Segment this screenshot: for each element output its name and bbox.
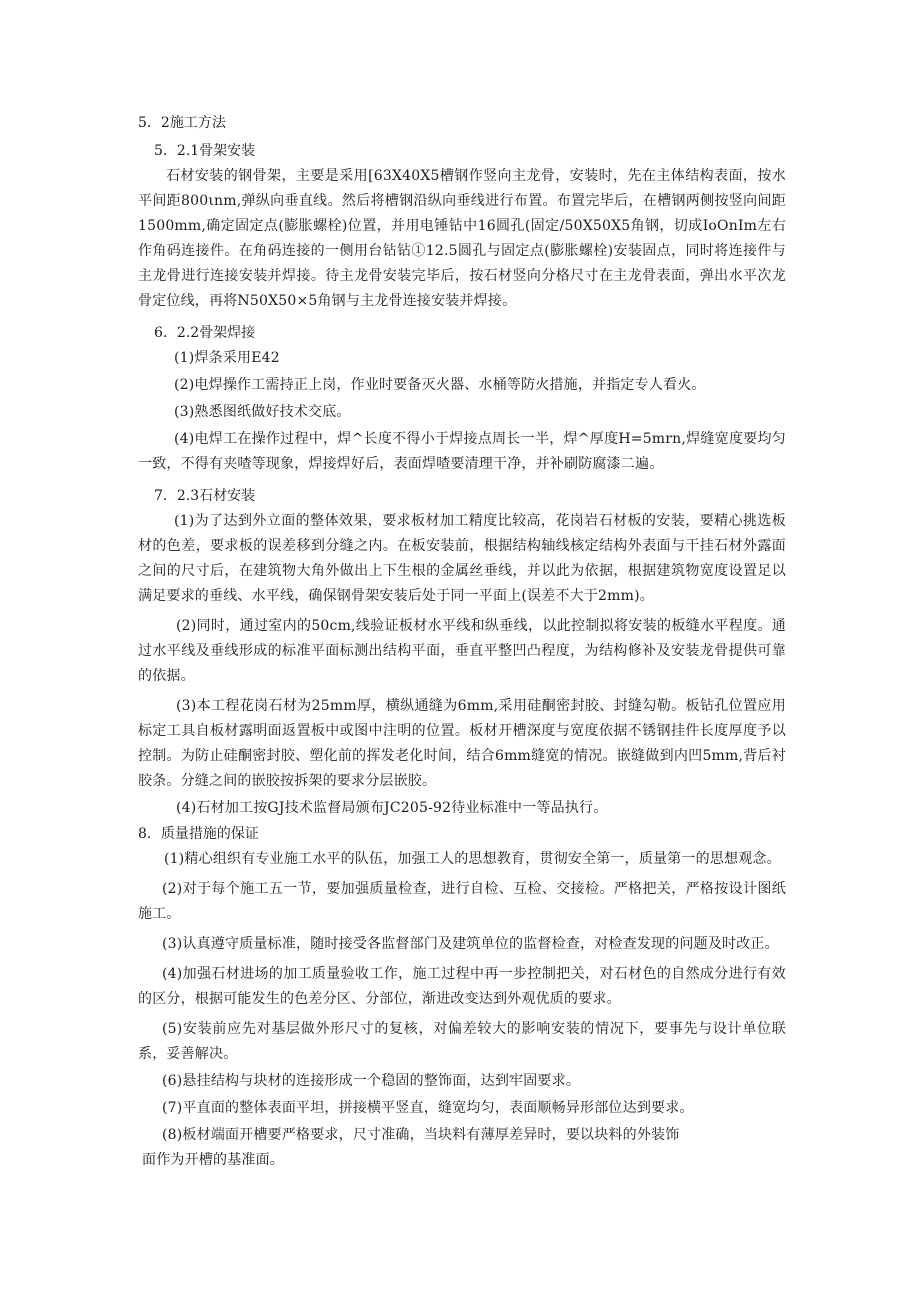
list-item: (4)石材加工按GJ技术监督局颁布JC205-92待业标准中一等品执行。 <box>176 800 608 816</box>
list-item: (5)安装前应先对基层做外形尺寸的复核，对偏差较大的影响安装的情况下，要事先与设计单位联系，妥善解决。 <box>138 1021 786 1062</box>
list-item: (6)悬挂结构与块材的连接形成一个稳固的整饰面，达到牢固要求。 <box>162 1073 581 1089</box>
list-item: (1)焊条采用E42 <box>174 350 280 366</box>
subsection-title-stone-install: 7．2.3石材安装 <box>154 488 256 504</box>
list-item: (4)加强石材进场的加工质量验收工作，施工过程中再一步控制把关，对石材色的自然成分进行有效的区分，根据可能发生的色差分区、分部位，渐进改变达到外观优质的要求。 <box>138 966 786 1007</box>
list-item: (4)电焊工在操作过程中，焊^长度不得小于焊接点周长一半，焊^厚度H=5mrn,焊缝宽度要均匀一致，不得有夹喳等现象，焊接焊好后，表面焊喳要清理干净，并补刷防腐漆二遍。 <box>138 431 786 472</box>
paragraph-frame-install: 石材安装的钢骨架，主要是采用[63X40X5槽钢作竖向主龙骨，安装时，先在主体结构表面，按水平间距800ιnm,弹纵向垂直线。然后将槽钢沿纵向垂线进行布置。布置完毕后，在槽钢两侧按竖向间距1500mm,确定固定点(膨胀螺栓)位置，并用电锤钻中16圆孔(固定/50X50X5角钢，切成IoOnIm左右作角码连接件。在角码连接的一侧用台钻钻①12.5圆孔与固定点(膨胀螺栓)安装固点，同时将连接件与主龙骨进行连接安装并焊接。待主龙骨安装完毕后，按石材竖向分格尺寸在主龙骨表面，弹出水平次龙骨定位线，再将N50X50×5角钢与主龙骨连接安装并焊接。 <box>138 168 786 309</box>
list-item: (3)熟悉图纸做好技术交底。 <box>174 404 351 420</box>
subsection-title-frame-install: 5．2.1骨架安装 <box>154 143 256 159</box>
list-item: (8)板材端面开槽要严格要求，尺寸准确，当块料有薄厚差异时，要以块料的外装饰 <box>162 1127 680 1143</box>
section-title-quality: 8．质量措施的保证 <box>138 826 259 842</box>
list-item: (1)精心组织有专业施工水平的队伍，加强工人的思想教育，贯彻安全第一，质量第一的思想观念。 <box>164 851 781 867</box>
list-item: (3)本工程花岗石材为25mm厚，横纵通缝为6mm,采用硅酮密封胶、封缝勾勒。板钻孔位置应用标定工具自板材露明面返置板中或图中注明的位置。板材开槽深度与宽度依据不锈钢挂件长度厚度予以控制。为防止硅酮密封胶、塑化前的挥发老化时间，结合6mm缝宽的情况。嵌缝做到内凹5mm,背后衬胶条。分缝之间的嵌胶按拆架的要求分层嵌胶。 <box>138 698 786 789</box>
list-item: (2)对于每个施工五一节，要加强质量检查，进行自检、互检、交接检。严格把关，严格按设计图纸施工。 <box>138 881 786 922</box>
list-item: (2)同时，通过室内的50cm,线验证板材水平线和纵垂线，以此控制拟将安装的板缝水平程度。通过水平线及垂线形成的标准平面标测出结构平面，垂直平整凹凸程度，为结构修补及安装龙骨提供可靠的依据。 <box>138 618 786 684</box>
list-item: (2)电焊操作工需持正上岗，作业时要备灭火器、水桶等防火措施，并指定专人看火。 <box>174 377 706 393</box>
list-item-continuation: 面作为开槽的基准面。 <box>142 1152 284 1168</box>
list-item: (7)平直面的整体表面平坦，拼接横平竖直，缝宽均匀，表面顺畅异形部位达到要求。 <box>162 1100 694 1116</box>
document-body <box>138 112 786 1173</box>
list-item: (1)为了达到外立面的整体效果，要求板材加工精度比较高，花岗岩石材板的安装，要精心挑选板材的色差，要求板的误差移到分缝之内。在板安装前，根据结构轴线核定结构外表面与干挂石材外露面之间的尺寸后，在建筑物大角外做出上下生根的金属丝垂线，并以此为依据，根据建筑物宽度设置足以满足要求的垂线、水平线，确保钢骨架安装后处于同一平面上(误差不大于2mm)。 <box>138 513 786 604</box>
list-item: (3)认真遵守质量标准，随时接受各监督部门及建筑单位的监督检查，对检查发现的问题及时改正。 <box>162 936 779 952</box>
section-title: 5．2施工方法 <box>138 115 226 131</box>
subsection-title-frame-welding: 6．2.2骨架焊接 <box>154 325 256 341</box>
